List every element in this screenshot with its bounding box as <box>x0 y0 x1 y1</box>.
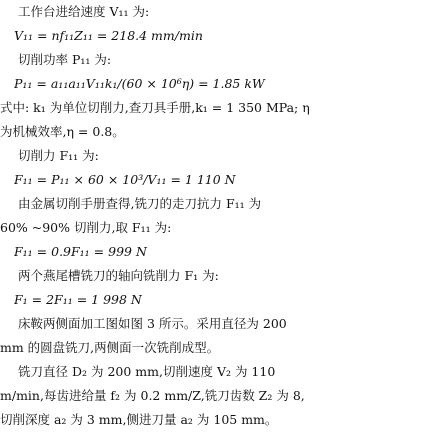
equation-feed-force: F₁₁ = 0.9F₁₁ = 999 N <box>14 244 147 259</box>
text-line-17: m/min,每齿进给量 f₂ 为 0.2 mm/Z,铣刀齿数 Z₂ 为 8, <box>0 388 305 403</box>
text-line-6: 为机械效率,η = 0.8。 <box>0 124 125 139</box>
equation-cutting-force: F₁₁ = P₁₁ × 60 × 10³/V₁₁ = 1 110 N <box>14 172 236 187</box>
text-line-15: mm 的圆盘铣刀,两侧面一次铣削成型。 <box>0 340 220 355</box>
text-line-18: 切削深度 a₂ 为 3 mm,侧进刀量 a₂ 为 105 mm。 <box>0 412 278 427</box>
text-line-10: 60% ~90% 切削力,取 F₁₁ 为: <box>0 220 172 235</box>
text-line-5: 式中: k₁ 为单位切削力,查刀具手册,k₁ = 1 350 MPa; η <box>0 100 310 115</box>
text-line-16: 铣刀直径 D₂ 为 200 mm,切削速度 V₂ 为 110 <box>18 364 276 379</box>
text-line-1: 工作台进给速度 V₁₁ 为: <box>18 4 150 19</box>
text-line-9: 由金属切削手册查得,铣刀的走刀抗力 F₁₁ 为 <box>18 196 262 211</box>
text-line-12: 两个燕尾槽铣刀的轴向铣削力 F₁ 为: <box>18 268 219 283</box>
text-line-14: 床鞍两侧面加工图如图 3 所示。采用直径为 200 <box>18 316 287 331</box>
equation-axial-force: F₁ = 2F₁₁ = 1 998 N <box>14 292 142 307</box>
equation-feed-speed: V₁₁ = nf₁₁Z₁₁ = 218.4 mm/min <box>14 28 203 43</box>
text-line-7: 切削力 F₁₁ 为: <box>18 148 99 163</box>
text-line-3: 切削功率 P₁₁ 为: <box>18 52 112 67</box>
equation-cutting-power: P₁₁ = a₁₁a₁₁V₁₁k₁/(60 × 10⁶η) = 1.85 kW <box>14 76 265 91</box>
